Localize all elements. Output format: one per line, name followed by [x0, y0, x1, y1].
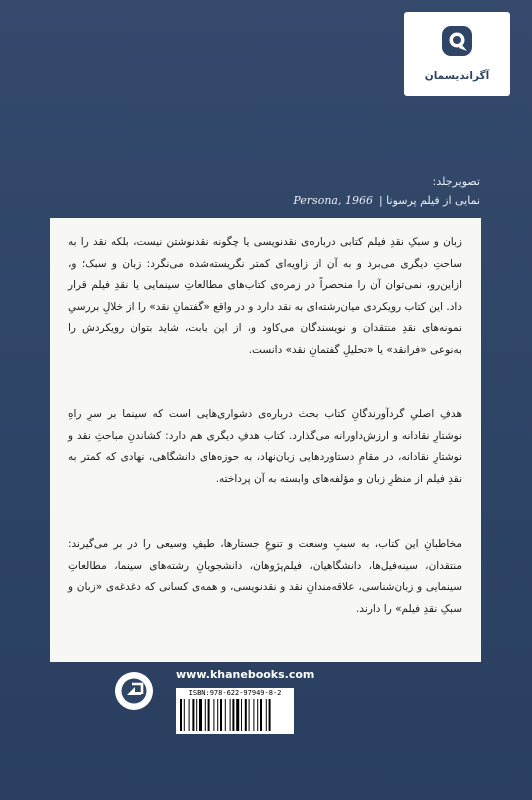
cover-credit-caption-latin: Persona, 1966: [293, 194, 373, 207]
cover-credit-label: تصویرجلد:: [432, 175, 480, 188]
blurb-paragraph: هدفِ اصلیِ گردآورندگانِ کتاب بحث درباره‌ی دشواری‌هایی است که سینما بر سرِ راهِ نوشتارِ نقادانه و ارزش‌داورانه می‌گذارد. کتاب هدفِ دیگری هم دارد: کشاندنِ مباحثِ نقد و نوشتارِ نقادانه، در مقامِ دستاوردهایی زبان‌نهاد، به حوزه‌های دانشگاهی، نهادی که کمتر به نقدِ فیلم از منظرِ زبان و مؤلفه‌های وابسته به آن پرداخته.: [68, 408, 462, 485]
publisher-logo-icon: [438, 22, 476, 60]
barcode-bars: [180, 699, 290, 731]
blurb-paragraph: مخاطبانِ این کتاب، به سببِ وسعت و تنوعِ جستارها، طیفِ وسیعی را در بر می‌گیرند: منتقدان، سینه‌فیل‌ها، دانشگاهیان، فیلم‌پژوهان، دانشجویانِ رشته‌های سینما، مطالعاتِ سینمایی و زبان‌شناسی، علاقه‌مندانِ نقد و نقدنویسی، و همه‌ی کسانی که دغدغه‌ی «زبان و سبکِ نقدِ فیلم» را دارند.: [68, 538, 462, 615]
blurb-paragraph: زبان و سبکِ نقدِ فیلم کتابی درباره‌ی نقدنویسی یا چگونه نقدنوشتن نیست، بلکه نقد را به ساحتِ دیگری می‌برد و به آن از زاویه‌ای کمتر نگریسته‌شده می‌نگرد: زبان و سبک؛ و، ازاین‌رو، نمی‌توان آن را منحصراً در زمره‌ی کتاب‌های مطالعاتِ سینمایی یا نقدِ فیلم قرار داد. این کتاب رویکردی میان‌رشته‌ای به نقد دارد و در واقع «گفتمانِ نقد» را از خلالِ بررسیِ نمونه‌های نقدِ منتقدان و نویسندگان می‌کاود و، از این بابت، شاید بتوان رویکردش را به‌نوعی «فرانقد» یا «تحلیلِ گفتمانِ نقد» دانست.: [68, 236, 462, 356]
publisher-name: آگراندیسمان: [424, 70, 490, 82]
publisher-url: www.khanebooks.com: [176, 668, 315, 681]
cover-credit-caption-fa: نمایی از فیلم پرسونا |: [378, 194, 480, 207]
isbn-barcode: [176, 688, 294, 734]
isbn-text: ISBN:978-622-97949-8-2: [188, 689, 282, 697]
publisher-logo-box: [404, 12, 510, 96]
blurb-panel: [50, 218, 481, 662]
cover-credit-caption: [60, 191, 480, 210]
arrow-circle-logo-icon: [113, 670, 155, 712]
cover-credit: [60, 172, 480, 210]
